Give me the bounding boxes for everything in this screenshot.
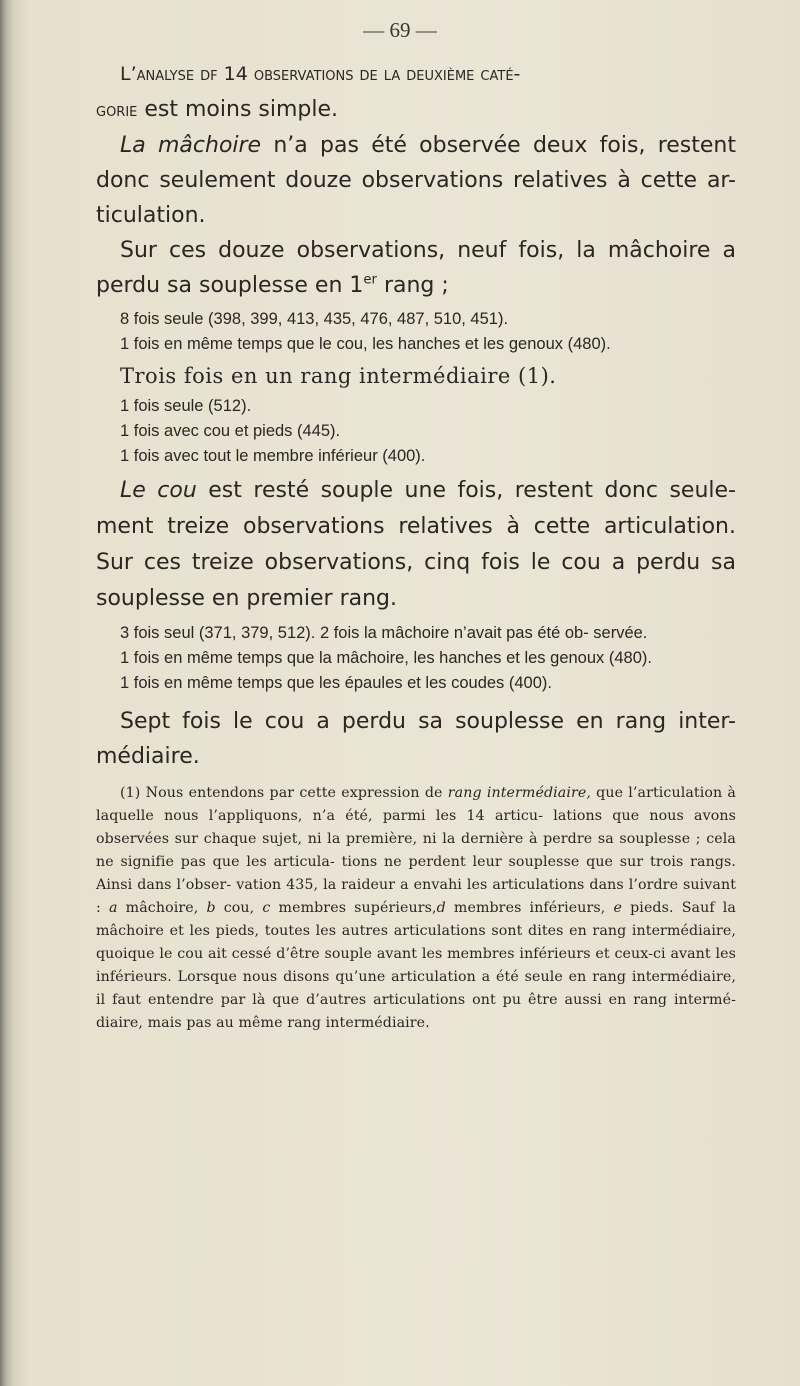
intro-small-caps: L’analyse df 14 observations de la deuxième caté- <box>120 63 521 85</box>
list3-item-0: 3 fois seul (371, 379, 512). 2 fois la mâchoire n’avait pas été ob- servée. <box>120 624 648 642</box>
footnote-e: e <box>613 900 623 916</box>
footnote-d: d <box>436 900 446 916</box>
footnote-lead: (1) Nous entendons par cette expression de <box>120 785 448 801</box>
footnote-t6: pieds. Sauf la mâchoire et les pieds, toutes les autres articulations sont dites en rang intermédiaire, quoique le cou ait cessé d’être souple avant les membres inférieurs et ceux-ci avant les inférieurs. Lorsque nous disons qu’une articulation a été seule en rang intermédiaire, il faut entendre par là que d’autres articulations ont pu être aussi en rang intermé- diaire, mais pas au même rang intermédiaire. <box>96 900 736 1031</box>
machoire-italic: La mâchoire <box>120 133 262 158</box>
footnote-t1: que l’articulation à laquelle nous l’appliquons, n’a été, parmi les 14 articu- lations que nous avons observées sur chaque sujet, ni la première, ni la dernière à perdre sa souplesse ; cela ne signifie pas que les articula- tions ne perdent leur souplesse que sur trois rangs. Ainsi dans l’obser- vation 435, la raideur a envahi les articulations dans l’ordre suivant : <box>96 785 736 916</box>
paragraph-machoire <box>96 128 736 233</box>
intro-rest: est moins simple. <box>137 97 339 122</box>
list1-item-0: 8 fois seule (398, 399, 413, 435, 476, 487, 510, 451). <box>120 310 509 328</box>
cou-italic: Le cou <box>120 478 197 503</box>
douze-sup: er <box>363 272 377 288</box>
cou-text: est resté souple une fois, restent donc seule- ment treize observations relatives à cette articulation. Sur ces treize observations, cinq fois le cou a perdu sa souplesse en premier rang. <box>96 478 736 611</box>
footnote-b: b <box>206 900 216 916</box>
footnote-c: c <box>262 900 271 916</box>
list2-item-0: 1 fois seule (512). <box>120 397 252 415</box>
page-number: — 69 — <box>363 18 437 42</box>
list3-item-1: 1 fois en même temps que la mâchoire, les hanches et les genoux (480). <box>120 649 652 667</box>
douze-text-a: Sur ces douze observations, neuf fois, la mâchoire a perdu sa souplesse en 1 <box>96 238 736 298</box>
page-body <box>96 56 736 1035</box>
paragraph-intro <box>96 56 736 128</box>
footnote-a: a <box>109 900 118 916</box>
paragraph-trois-fois: Trois fois en un rang intermédiaire (1). <box>120 364 557 388</box>
paragraph-cou <box>96 473 736 617</box>
machoire-text: n’a pas été observée deux fois, restent donc seulement douze observations relatives à cette ar- ticulation. <box>96 133 736 228</box>
footnote-t5: membres inférieurs, <box>445 900 614 916</box>
list2-item-1: 1 fois avec cou et pieds (445). <box>120 422 341 440</box>
footnote-t3: cou, <box>215 900 263 916</box>
douze-text-b: rang ; <box>376 273 449 298</box>
footnote-italic: rang intermédiaire, <box>447 785 591 801</box>
list3-item-2: 1 fois en même temps que les épaules et les coudes (400). <box>120 674 552 692</box>
paragraph-sept-fois: Sept fois le cou a perdu sa souplesse en rang inter- médiaire. <box>96 709 736 769</box>
footnote <box>96 782 736 1035</box>
footnote-t2: mâchoire, <box>117 900 207 916</box>
list1-item-1: 1 fois en même temps que le cou, les hanches et les genoux (480). <box>120 335 611 353</box>
intro-small-caps-2: gorie <box>96 99 138 121</box>
list2-item-2: 1 fois avec tout le membre inférieur (400). <box>120 447 426 465</box>
footnote-t4: membres supérieurs, <box>270 900 437 916</box>
paragraph-douze <box>96 233 736 303</box>
